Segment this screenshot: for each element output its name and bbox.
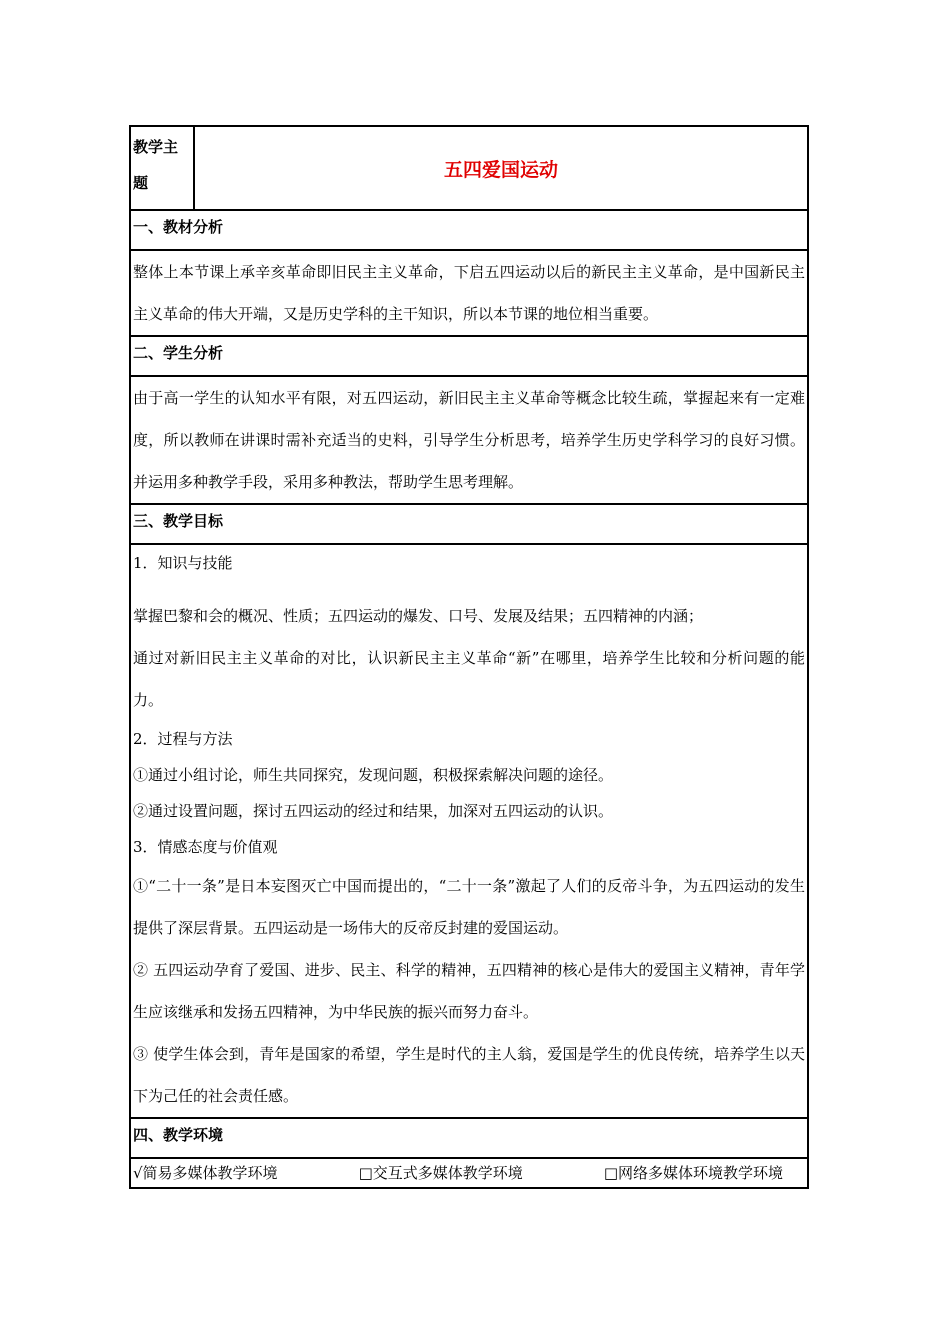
topic-title: 五四爱国运动 (194, 126, 808, 210)
section-heading-environment: 四、教学环境 (130, 1118, 808, 1158)
env-option-simple[interactable]: √简易多媒体教学环境 (133, 1164, 278, 1182)
knowledge-item-1: 掌握巴黎和会的概况、性质；五四运动的爆发、口号、发展及结果；五四精神的内涵； (133, 607, 704, 625)
env-option-network[interactable]: □网络多媒体环境教学环境 (603, 1164, 783, 1182)
section-heading-student: 二、学生分析 (130, 336, 808, 376)
topic-label: 教学主题 (130, 126, 194, 210)
env-option-interactive[interactable]: □交互式多媒体教学环境 (358, 1164, 523, 1182)
lesson-plan-table (129, 125, 809, 1189)
student-analysis-text: 由于高一学生的认知水平有限，对五四运动，新旧民主主义革命等概念比较生疏，掌握起来有一定难度，所以教师在讲课时需补充适当的史料，引导学生分析思考，培养学生历史学科学习的良好习惯。并运用多种教学手段，采用多种教法，帮助学生思考理解。 (133, 389, 805, 491)
knowledge-title: 1．知识与技能 (133, 554, 233, 572)
process-title: 2．过程与方法 (133, 730, 233, 748)
section-body-material (130, 250, 808, 336)
lesson-plan-page (129, 125, 809, 1189)
emotion-title: 3．情感态度与价值观 (133, 838, 278, 856)
process-item-2: ②通过设置问题，探讨五四运动的经过和结果，加深对五四运动的认识。 (133, 802, 614, 820)
emotion-item-1: ①“二十一条”是日本妄图灭亡中国而提出的，“二十一条”激起了人们的反帝斗争，为五四运动的发生提供了深层背景。五四运动是一场伟大的反帝反封建的爱国运动。 (133, 877, 805, 937)
knowledge-item-2: 通过对新旧民主主义革命的对比，认识新民主主义革命“新”在哪里，培养学生比较和分析问题的能力。 (133, 649, 805, 709)
emotion-item-2: ② 五四运动孕育了爱国、进步、民主、科学的精神，五四精神的核心是伟大的爱国主义精神，青年学生应该继承和发扬五四精神，为中华民族的振兴而努力奋斗。 (133, 961, 805, 1021)
topic-row (130, 126, 808, 210)
section-heading-material: 一、教材分析 (130, 210, 808, 250)
section-body-environment (130, 1158, 808, 1188)
environment-options (131, 1159, 807, 1187)
section-body-goals (130, 544, 808, 1118)
material-analysis-text: 整体上本节课上承辛亥革命即旧民主主义革命，下启五四运动以后的新民主主义革命，是中国新民主主义革命的伟大开端，又是历史学科的主干知识，所以本节课的地位相当重要。 (133, 263, 805, 323)
section-heading-goals: 三、教学目标 (130, 504, 808, 544)
process-item-1: ①通过小组讨论，师生共同探究，发现问题，积极探索解决问题的途径。 (133, 766, 614, 784)
section-body-student (130, 376, 808, 504)
emotion-item-3: ③ 使学生体会到，青年是国家的希望，学生是时代的主人翁，爱国是学生的优良传统，培养学生以天下为己任的社会责任感。 (133, 1045, 805, 1105)
